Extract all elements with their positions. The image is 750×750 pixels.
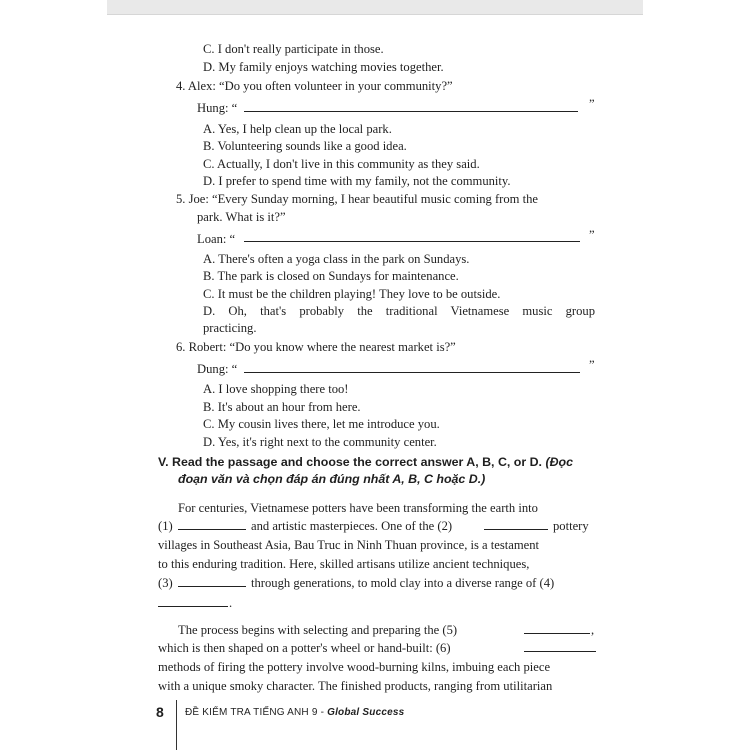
section-v-heading-bold: V. Read the passage and choose the correct answer A, B, C, or D. bbox=[158, 455, 542, 469]
q4-answer-blank[interactable] bbox=[244, 111, 578, 112]
passage-p1-line5: through generations, to mold clay into a diverse range of (4) bbox=[251, 576, 555, 590]
q6-answer-blank[interactable] bbox=[244, 372, 580, 373]
q4-option-c: C. Actually, I don't live in this community as they said. bbox=[203, 157, 480, 171]
passage-blank-1[interactable] bbox=[178, 529, 246, 530]
passage-p1-line4: to this enduring tradition. Here, skilled artisans utilize ancient techniques, bbox=[158, 557, 530, 571]
q5-close-quote: ” bbox=[589, 228, 595, 242]
q6-option-c: C. My cousin lives there, let me introduce you. bbox=[203, 417, 440, 431]
passage-blank-3[interactable] bbox=[178, 586, 246, 587]
q6-close-quote: ” bbox=[589, 358, 595, 372]
q6-prompt: 6. Robert: “Do you know where the nearest market is?” bbox=[176, 340, 456, 354]
q4-prompt: 4. Alex: “Do you often volunteer in your community?” bbox=[176, 79, 453, 93]
q3-option-c: C. I don't really participate in those. bbox=[203, 42, 384, 56]
q5-prompt-line1: 5. Joe: “Every Sunday morning, I hear beautiful music coming from the bbox=[176, 192, 538, 206]
passage-p1-line1: For centuries, Vietnamese potters have been transforming the earth into bbox=[178, 501, 538, 515]
passage-p2-line1-end: , bbox=[591, 623, 595, 637]
passage-p1-line2-end: pottery bbox=[553, 519, 589, 533]
passage-p1-line6: . bbox=[229, 596, 233, 610]
blank-label-3: (3) bbox=[158, 576, 173, 590]
passage-p2-line1: The process begins with selecting and preparing the (5) bbox=[178, 623, 458, 637]
section-v-heading-italic1: (Đọc bbox=[545, 455, 573, 469]
passage-blank-2[interactable] bbox=[484, 529, 548, 530]
passage-p1-line3: villages in Southeast Asia, Bau Truc in Ninh Thuan province, is a testament bbox=[158, 538, 540, 552]
q5-option-d-cont: practicing. bbox=[203, 321, 257, 335]
q6-option-b: B. It's about an hour from here. bbox=[203, 400, 361, 414]
q6-speaker: Dung: “ bbox=[197, 362, 238, 376]
q5-option-c: C. It must be the children playing! They love to be outside. bbox=[203, 287, 501, 301]
q5-answer-blank[interactable] bbox=[244, 241, 580, 242]
footer-divider bbox=[176, 700, 177, 750]
q5-option-d: D. Oh, that's probably the traditional Vietnamese music group bbox=[203, 304, 595, 318]
q4-close-quote: ” bbox=[589, 97, 595, 111]
page-top-edge bbox=[107, 0, 643, 15]
q4-option-b: B. Volunteering sounds like a good idea. bbox=[203, 139, 407, 153]
q5-prompt-line2: park. What is it?” bbox=[197, 210, 286, 224]
q3-option-d: D. My family enjoys watching movies together. bbox=[203, 60, 444, 74]
section-v-heading-italic2: đoạn văn và chọn đáp án đúng nhất A, B, C hoặc D.) bbox=[178, 472, 486, 486]
q5-option-b: B. The park is closed on Sundays for maintenance. bbox=[203, 269, 459, 283]
q5-option-a: A. There's often a yoga class in the park on Sundays. bbox=[203, 252, 470, 266]
passage-p1-line2-mid: and artistic masterpieces. One of the (2) bbox=[251, 519, 453, 533]
page-number: 8 bbox=[156, 704, 164, 720]
q4-option-d: D. I prefer to spend time with my family, not the community. bbox=[203, 174, 511, 188]
footer-series: Global Success bbox=[327, 707, 405, 718]
footer-book-title: ĐỀ KIỂM TRA TIẾNG ANH 9 - bbox=[185, 707, 328, 718]
passage-blank-6[interactable] bbox=[524, 651, 596, 652]
q6-option-a: A. I love shopping there too! bbox=[203, 382, 349, 396]
section-v-heading-line2 bbox=[178, 471, 485, 487]
blank-label-1: (1) bbox=[158, 519, 173, 533]
passage-blank-4[interactable] bbox=[158, 606, 228, 607]
passage-p2-line2: which is then shaped on a potter's wheel or hand-built: (6) bbox=[158, 641, 451, 655]
passage-p2-line4: with a unique smoky character. The finished products, ranging from utilitarian bbox=[158, 679, 553, 693]
section-v-heading bbox=[158, 454, 573, 470]
q4-option-a: A. Yes, I help clean up the local park. bbox=[203, 122, 392, 136]
q6-option-d: D. Yes, it's right next to the community center. bbox=[203, 435, 437, 449]
passage-blank-5[interactable] bbox=[524, 633, 590, 634]
q4-speaker: Hung: “ bbox=[197, 101, 238, 115]
passage-p2-line3: methods of firing the pottery involve wood-burning kilns, imbuing each piece bbox=[158, 660, 551, 674]
q5-speaker: Loan: “ bbox=[197, 232, 236, 246]
footer-title bbox=[185, 707, 404, 718]
